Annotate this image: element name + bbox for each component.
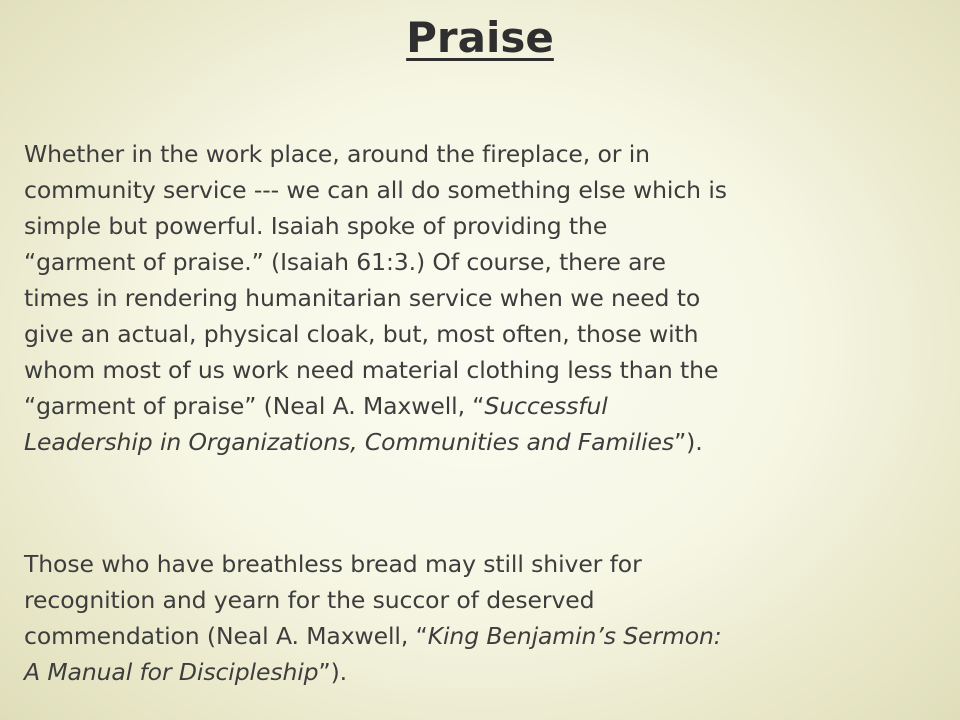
paragraph-line: community service --- we can all do something else which is: [24, 176, 727, 204]
paragraph-line: Whether in the work place, around the fireplace, or in: [24, 140, 650, 168]
citation-title-part: Successful: [484, 392, 608, 420]
citation-prefix: “garment of praise” (Neal A. Maxwell, “: [24, 392, 485, 420]
paragraph-line: recognition and yearn for the succor of deserved: [24, 586, 595, 614]
paragraph-breathless-bread: [24, 546, 944, 690]
paragraph-line: [24, 388, 944, 424]
paragraph-line: “garment of praise.” (Isaiah 61:3.) Of course, there are: [24, 248, 666, 276]
paragraph-line: [24, 654, 944, 690]
paragraph-line: give an actual, physical cloak, but, most often, those with: [24, 320, 699, 348]
paragraph-line: [24, 618, 944, 654]
citation-suffix: ”).: [674, 428, 703, 456]
paragraph-praise-maxwell-leadership: [24, 136, 944, 460]
slide-title: [0, 8, 960, 68]
citation-title-part: A Manual for Discipleship: [24, 658, 319, 686]
paragraph-line: simple but powerful. Isaiah spoke of providing the: [24, 212, 608, 240]
citation-title-part: Leadership in Organizations, Communities and Families: [24, 428, 675, 456]
paragraph-line: Those who have breathless bread may still shiver for: [24, 550, 642, 578]
paragraph-line: [24, 424, 944, 460]
slide-title-text: Praise: [406, 13, 554, 62]
citation-suffix: ”).: [318, 658, 348, 686]
paragraph-line: whom most of us work need material clothing less than the: [24, 356, 719, 384]
citation-prefix: commendation (Neal A. Maxwell, “: [24, 622, 428, 650]
paragraph-line: times in rendering humanitarian service when we need to: [24, 284, 701, 312]
citation-title-part: King Benjamin’s Sermon:: [427, 622, 722, 650]
